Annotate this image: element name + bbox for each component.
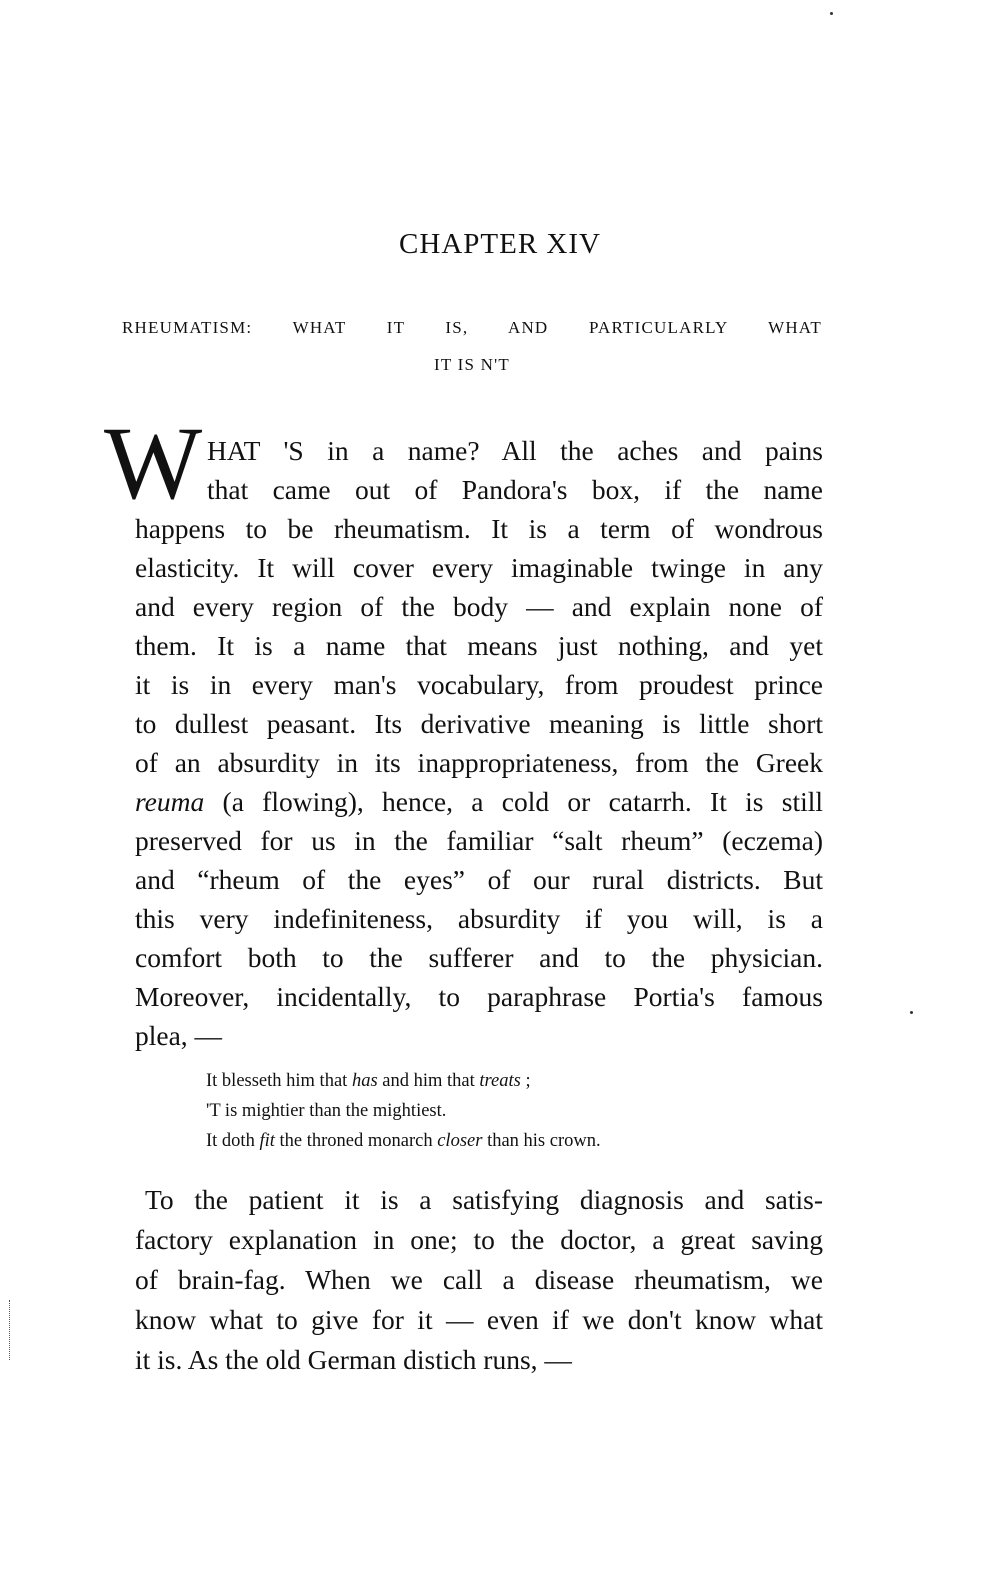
text-span: the throned monarch: [274, 1131, 438, 1151]
text-line: To the patient it is a satisfying diagnosis and satis-: [145, 1184, 823, 1215]
text-line: factory explanation in one; to the doctor, a great saving: [135, 1224, 823, 1255]
italic-word: fit: [259, 1131, 275, 1151]
poem-line: [206, 1071, 531, 1092]
text-line: that came out of Pandora's box, if the name: [207, 474, 823, 505]
text-line: plea, —: [135, 1020, 223, 1051]
text-line: of an absurdity in its inappropriateness, from the Greek: [135, 747, 823, 778]
text-line: happens to be rheumatism. It is a term of wondrous: [135, 513, 823, 544]
drop-cap: W: [104, 406, 203, 521]
italic-word: reuma: [135, 786, 205, 817]
italic-word: treats: [479, 1071, 521, 1091]
text-line: and every region of the body — and explain none of: [135, 591, 823, 622]
text-line: know what to give for it — even if we don't know what: [135, 1304, 823, 1335]
text-line: comfort both to the sufferer and to the physician.: [135, 942, 823, 973]
italic-word: closer: [437, 1131, 483, 1151]
poem-line: [206, 1131, 601, 1152]
text-line: it is in every man's vocabulary, from proudest prince: [135, 669, 823, 700]
text-span: It doth: [206, 1131, 260, 1151]
chapter-subtitle: RHEUMATISM: WHAT IT IS, AND PARTICULARLY WHAT: [122, 318, 822, 337]
text-span: ;: [520, 1071, 531, 1091]
scan-speck: [910, 1011, 913, 1014]
text-line: Moreover, incidentally, to paraphrase Portia's famous: [135, 981, 823, 1012]
text-span: (a flowing), hence, a cold or catarrh. It is still: [222, 786, 824, 817]
text-line: them. It is a name that means just nothing, and yet: [135, 630, 823, 661]
poem-line: 'T is mightier than the mightiest.: [206, 1101, 447, 1121]
text-line: elasticity. It will cover every imaginable twinge in any: [135, 552, 823, 583]
scan-speck: [830, 12, 833, 15]
chapter-title: CHAPTER XIV: [399, 228, 601, 260]
chapter-subtitle-cont: IT IS N'T: [434, 355, 510, 374]
text-span: than his crown.: [482, 1131, 601, 1151]
text-span: and him that: [377, 1071, 480, 1091]
italic-word: has: [351, 1071, 378, 1091]
text-line: and “rheum of the eyes” of our rural districts. But: [135, 864, 823, 895]
text-line: of brain-fag. When we call a disease rheumatism, we: [135, 1264, 823, 1295]
text-line: preserved for us in the familiar “salt rheum” (eczema): [135, 825, 823, 856]
scan-margin-mark: [9, 1300, 11, 1360]
text-line: it is. As the old German distich runs, —: [135, 1344, 572, 1375]
text-line: to dullest peasant. Its derivative meaning is little short: [135, 708, 823, 739]
text-line: [135, 788, 823, 816]
text-line: this very indefiniteness, absurdity if you will, is a: [135, 903, 823, 934]
text-line: HAT 'S in a name? All the aches and pains: [207, 435, 823, 466]
text-span: It blesseth him that: [206, 1071, 352, 1091]
